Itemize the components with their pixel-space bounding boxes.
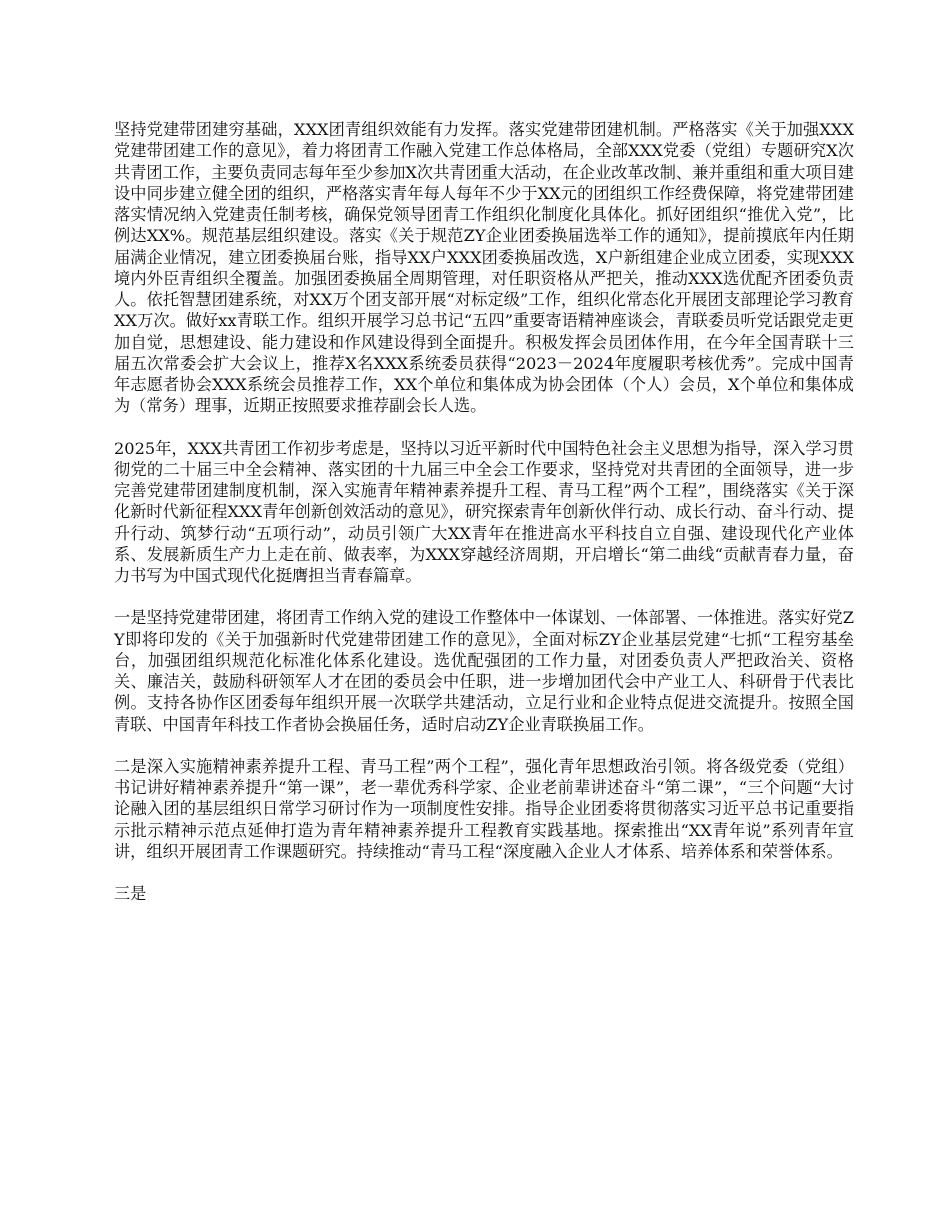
document-body: [114, 119, 854, 925]
paragraph-5: 三是: [114, 884, 147, 903]
paragraph-1: 坚持党建带团建穷基础，XXX团青组织效能有力发挥。落实党建带团建机制。严格落实《关于加强XXX党建带团建工作的意见》，着力将团青工作融入党建工作总体格局，全部XXX党委（党组）专题研究X次共青团工作，主要负责同志每年至少参加X次共青团重大活动，在企业改革改制、兼并重组和重大项目建设中同步建立健全团的组织，严格落实青年每人每年不少于XX元的团组织工作经费保障，将党建带团建落实情况纳入党建责任制考核，确保党领导团青工作组织化制度化具体化。抓好团组织“推优入党”，比例达XX%。规范基层组织建设。落实《关于规范ZY企业团委换届选举工作的通知》，提前摸底年内任期届满企业情况，建立团委换届台账，指导XX户XXX团委换届改选，X户新组建企业成立团委，实现XXX境内外臣青组织全覆盖。加强团委换届全周期管理，对任职资格从严把关，推动XXX选优配齐团委负责人。依托智慧团建系统，对XX万个团支部开展“对标定级”工作，组织化常态化开展团支部理论学习教育XX万次。做好xx青联工作。组织开展学习总书记“五四”重要寄语精神座谈会，青联委员听党话跟党走更加自觉，思想建设、能力建设和作风建设得到全面提升。积极发挥会员团体作用，在今年全国青联十三届五次常委会扩大会议上，推荐X名XXX系统委员获得“2023－2024年度履职考核优秀”。完成中国青年志愿者协会XXX系统会员推荐工作，XX个单位和集体成为协会团体（个人）会员，X个单位和集体成为（常务）理事，近期正按照要求推荐副会长人选。: [114, 120, 854, 416]
paragraph-2: 2025年，XXX共青团工作初步考虑是，坚持以习近平新时代中国特色社会主义思想为指导，深入学习贯彻党的二十届三中全会精神、落实团的十九届三中全会工作要求，坚持党对共青团的全面领导，进一步完善党建带团建制度机制，深入实施青年精神素养提升工程、青马工程”两个工程”，围绕落实《关于深化新时代新征程XXX青年创新创效活动的意见》，研究探索青年创新伙伴行动、成长行动、奋斗行动、提升行动、筑梦行动“五项行动”，动员引领广大XX青年在推进高水平科技自立自强、建设现代化产业体系、发展新质生产力上走在前、做表率，为XXX穿越经济周期，开启增长“第二曲线“贡献青春力量，奋力书写为中国式现代化挺膺担当青春篇章。: [114, 438, 854, 585]
paragraph-4: 二是深入实施精神素养提升工程、青马工程”两个工程”，强化青年思想政治引领。将各级党委（党组）书记讲好精神素养提升“第一课”，老一辈优秀科学家、企业老前辈讲述奋斗“第二课”，“三个问题“大讨论融入团的基层组织日常学习研讨作为一项制度性安排。指导企业团委将贯彻落实习近平总书记重要指示批示精神示范点延伸打造为青年精神素养提升工程教育实践基地。探索推出“XX青年说”系列青年宣讲，组织开展团青工作课题研究。持续推动“青马工程“深度融入企业人才体系、培养体系和荣誉体系。: [114, 756, 854, 861]
paragraph-3: 一是坚持党建带团建，将团青工作纳入党的建设工作整体中一体谋划、一体部署、一体推进。落实好党ZY即将印发的《关于加强新时代党建带团建工作的意见》，全面对标ZY企业基层党建“七抓“工程穷基垒台，加强团组织规范化标准化体系化建设。选优配强团的工作力量，对团委负责人严把政治关、资格关、廉洁关，鼓励科研领军人才在团的委员会中任职，进一步增加团代会中产业工人、科研骨于代表比例。支持各协作区团委每年组织开展一次联学共建活动，立足行业和企业特点促进交流提升。按照全国青联、中国青年科技工作者协会换届任务，适时启动ZY企业青联换届工作。: [114, 608, 854, 734]
